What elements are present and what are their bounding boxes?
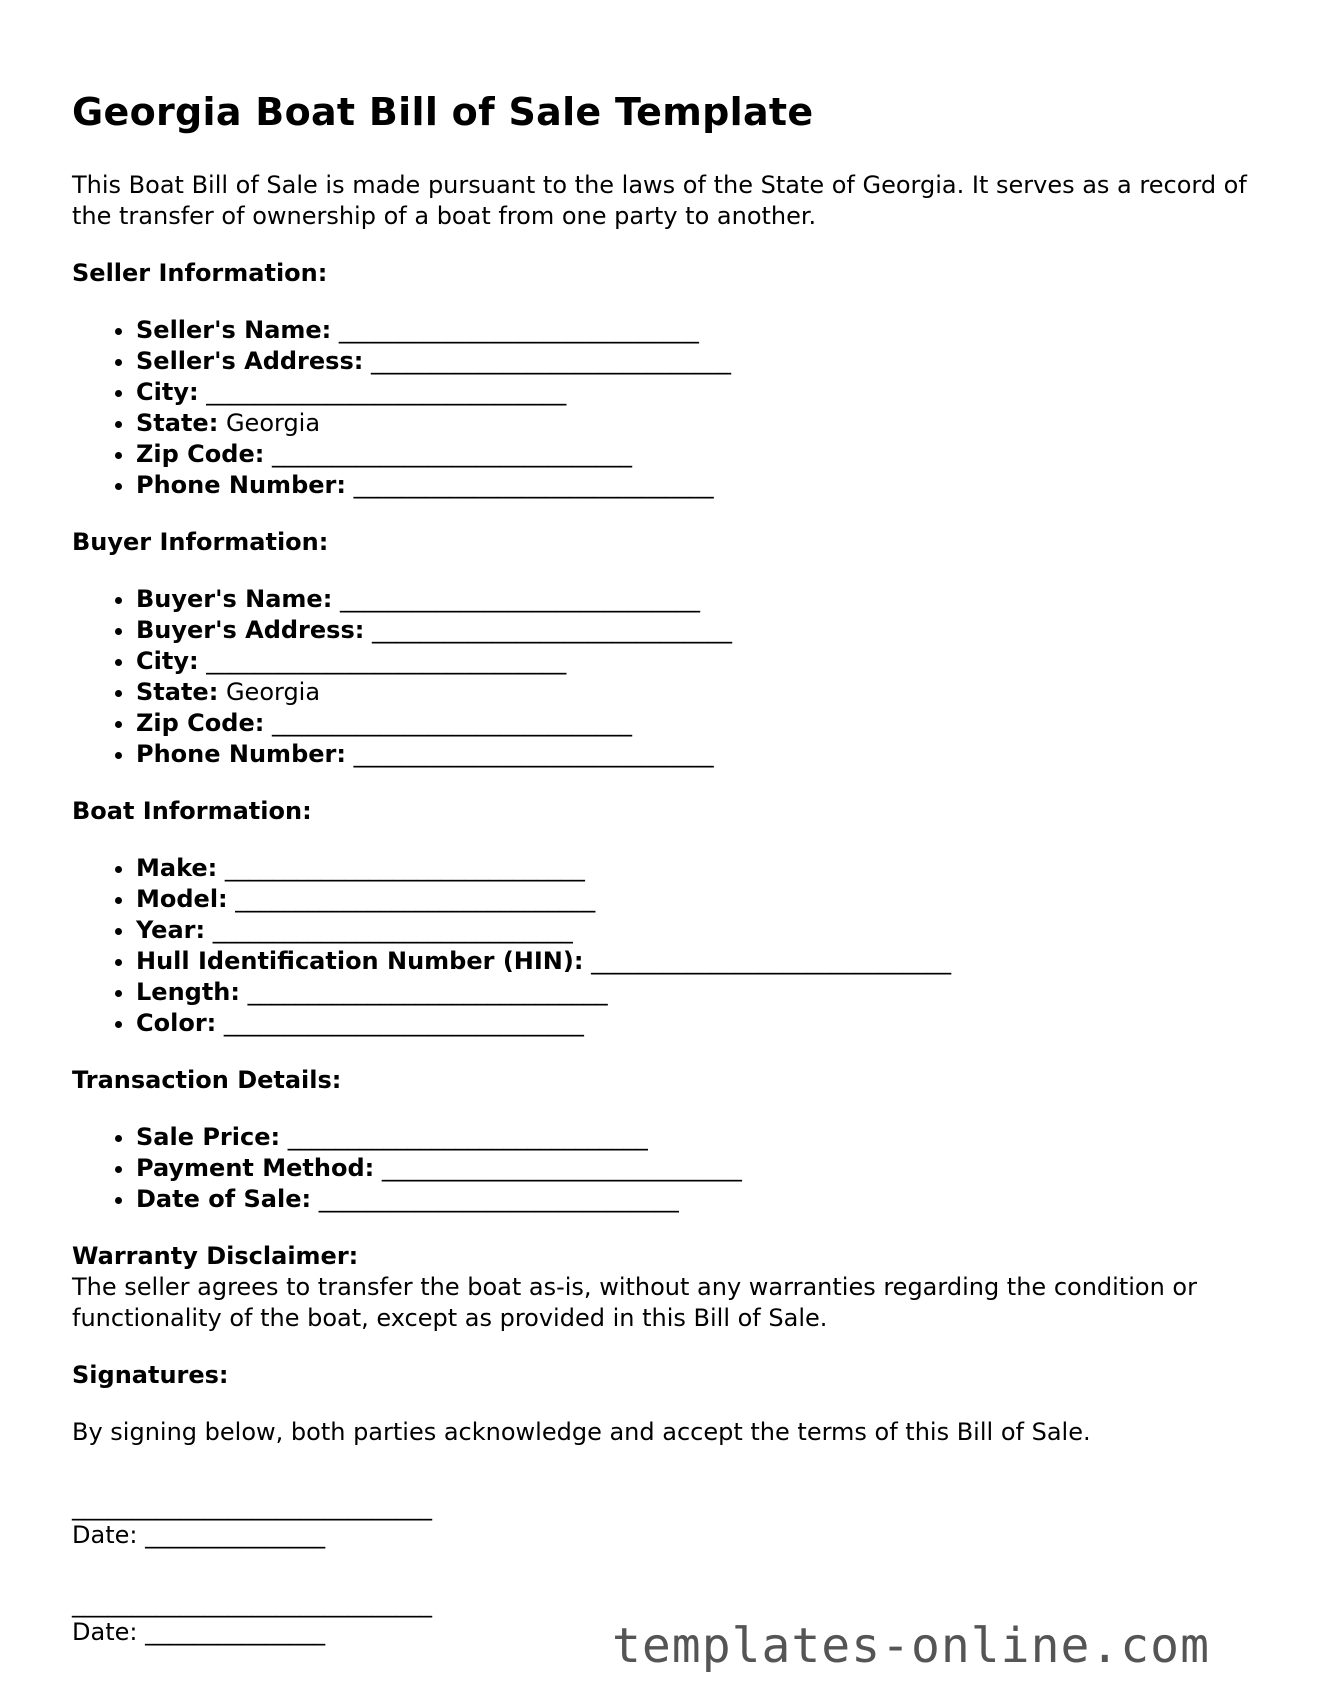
boat-hin-field[interactable]	[136, 946, 1252, 977]
payment-method-field[interactable]	[136, 1153, 1252, 1184]
buyer-name-field[interactable]	[136, 584, 1252, 615]
warranty-text: The seller agrees to transfer the boat as-is, without any warranties regarding the condition or functionality of the boat, except as provided in this Bill of Sale.	[72, 1273, 1197, 1332]
field-value: ______________________________	[371, 616, 732, 644]
field-label: Zip Code:	[136, 440, 265, 468]
buyer-phone-field[interactable]	[136, 739, 1252, 770]
seller-address-field[interactable]	[136, 346, 1252, 377]
seller-city-field[interactable]	[136, 377, 1252, 408]
field-label: Length:	[136, 978, 240, 1006]
field-label: Date of Sale:	[136, 1185, 312, 1213]
field-value: ______________________________	[381, 1154, 742, 1182]
field-value: ______________________________	[318, 1185, 679, 1213]
field-label: State:	[136, 409, 219, 437]
field-value: ______________________________	[591, 947, 952, 975]
boat-model-field[interactable]	[136, 884, 1252, 915]
field-value: ______________________________	[271, 440, 632, 468]
field-label: Model:	[136, 885, 228, 913]
field-label: Hull Identification Number (HIN):	[136, 947, 584, 975]
boat-length-field[interactable]	[136, 977, 1252, 1008]
buyer-fields	[72, 584, 1252, 770]
field-value: ______________________________	[206, 378, 567, 406]
field-value: ______________________________	[353, 471, 714, 499]
field-value: ______________________________	[206, 647, 567, 675]
field-value: ______________________________	[287, 1123, 648, 1151]
field-value: ______________________________	[212, 916, 573, 944]
boat-heading: Boat Information:	[72, 797, 312, 825]
field-label: Zip Code:	[136, 709, 265, 737]
signature-line[interactable]: ______________________________	[72, 1493, 432, 1521]
field-label: Payment Method:	[136, 1154, 375, 1182]
field-label: Phone Number:	[136, 740, 346, 768]
buyer-city-field[interactable]	[136, 646, 1252, 677]
field-value: ______________________________	[235, 885, 596, 913]
buyer-zip-field[interactable]	[136, 708, 1252, 739]
signature-block-1	[72, 1494, 1252, 1551]
document-page	[72, 88, 1252, 1688]
signature-date[interactable]: Date: _______________	[72, 1618, 326, 1646]
field-value: ______________________________	[370, 347, 731, 375]
signature-line[interactable]: ______________________________	[72, 1590, 432, 1618]
field-label: Make:	[136, 854, 218, 882]
sale-price-field[interactable]	[136, 1122, 1252, 1153]
buyer-heading: Buyer Information:	[72, 528, 329, 556]
intro-paragraph: This Boat Bill of Sale is made pursuant to the laws of the State of Georgia. It serves as a record of the transfer of ownership of a boat from one party to another.	[72, 171, 1247, 230]
buyer-address-field[interactable]	[136, 615, 1252, 646]
boat-make-field[interactable]	[136, 853, 1252, 884]
seller-state-field	[136, 408, 1252, 439]
transaction-heading: Transaction Details:	[72, 1066, 342, 1094]
field-value: ______________________________	[247, 978, 608, 1006]
boat-year-field[interactable]	[136, 915, 1252, 946]
field-label: City:	[136, 378, 199, 406]
page-title: Georgia Boat Bill of Sale Template	[72, 90, 814, 134]
watermark: templates-online.com	[612, 1618, 1210, 1674]
seller-name-field[interactable]	[136, 315, 1252, 346]
seller-zip-field[interactable]	[136, 439, 1252, 470]
field-label: Sale Price:	[136, 1123, 281, 1151]
acknowledgement-text: By signing below, both parties acknowledge and accept the terms of this Bill of Sale.	[72, 1418, 1091, 1446]
field-label: Year:	[136, 916, 206, 944]
field-value: ______________________________	[224, 854, 585, 882]
transaction-fields	[72, 1122, 1252, 1215]
field-value: ______________________________	[338, 316, 699, 344]
field-label: Buyer's Name:	[136, 585, 333, 613]
field-value: ______________________________	[339, 585, 700, 613]
field-label: State:	[136, 678, 219, 706]
field-value: ______________________________	[271, 709, 632, 737]
warranty-heading: Warranty Disclaimer:	[72, 1242, 359, 1270]
field-label: Color:	[136, 1009, 217, 1037]
field-label: Buyer's Address:	[136, 616, 365, 644]
field-label: City:	[136, 647, 199, 675]
field-label: Seller's Address:	[136, 347, 364, 375]
date-of-sale-field[interactable]	[136, 1184, 1252, 1215]
field-value: ______________________________	[223, 1009, 584, 1037]
field-label: Seller's Name:	[136, 316, 332, 344]
seller-heading: Seller Information:	[72, 259, 328, 287]
field-value: ______________________________	[353, 740, 714, 768]
field-value: Georgia	[225, 678, 321, 706]
field-value: Georgia	[225, 409, 321, 437]
field-label: Phone Number:	[136, 471, 346, 499]
signatures-heading: Signatures:	[72, 1361, 229, 1389]
seller-fields	[72, 315, 1252, 501]
signature-date[interactable]: Date: _______________	[72, 1521, 326, 1549]
boat-color-field[interactable]	[136, 1008, 1252, 1039]
buyer-state-field	[136, 677, 1252, 708]
seller-phone-field[interactable]	[136, 470, 1252, 501]
boat-fields	[72, 853, 1252, 1039]
